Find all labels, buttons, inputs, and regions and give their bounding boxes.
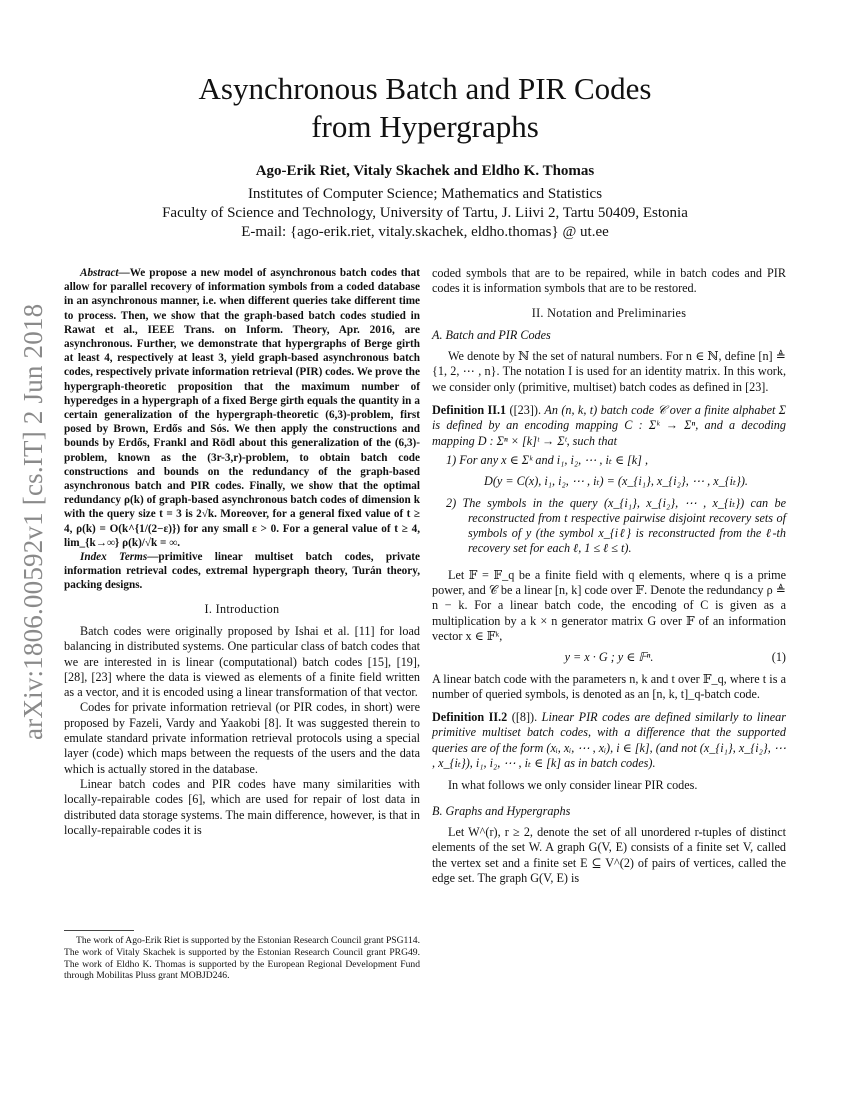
intro-paragraph-3: Linear batch codes and PIR codes have many similarities with locally-repairable codes [6], which are used for repair of lost data in distributed data storage systems. The main difference, however, is that in locally-repairable codes it is [64, 776, 420, 837]
abstract [64, 266, 420, 550]
decoding-equation: D(y = C(x), i₁, i₂, ⋯ , iₜ) = (x_{i₁}, x_{i₂}, ⋯ , x_{iₜ}). [484, 474, 748, 489]
funding-footnote: The work of Ago-Erik Riet is supported by the Estonian Research Council grant PSG114. The work of Vitaly Skachek is supported by the Estonian Research Council grant PRG49. The work of Eldho K. Thomas is supported by the European Regional Development Fund through Mobilitas Pluss grant MOBJD246. [64, 935, 420, 982]
paper-title [0, 70, 850, 146]
subsection-graphs-heading: B. Graphs and Hypergraphs [432, 803, 571, 818]
subsection-batch-pir-heading: A. Batch and PIR Codes [432, 327, 551, 342]
definition-ii-2-ref: ([8]). [507, 710, 542, 725]
affiliation-faculty: Faculty of Science and Technology, University of Tartu, J. Liivi 2, Tartu 50409, Estonia [162, 205, 688, 221]
definition-ii-2-text: Linear PIR codes are defined similarly to linear primitive multiset batch codes, with a difference that the supported queries are of the form (xᵢ, xᵢ, ⋯ , xᵢ), i ∈ [k], (and not (x_{i₁}, x_{i₂}, ⋯ , x_{iₜ}), i₁, i₂, ⋯ , iₜ ∈ [k] as in batch codes). [432, 710, 787, 771]
equation-1-body: y = x · G ; y ∈ 𝔽ⁿ. [564, 650, 654, 665]
equation-1 [432, 650, 786, 665]
index-terms [64, 550, 420, 593]
definition-ii-1-ref: ([23]). [506, 403, 545, 418]
notation-paragraph: We denote by ℕ the set of natural numbers. For n ∈ ℕ, define [n] ≜ {1, 2, ⋯ , n}. The notation I is used for an identity matrix. In this work, we consider only (primitive, multiset) batch codes as defined in [23]. [432, 349, 786, 394]
left-column [64, 266, 420, 838]
definition-ii-1-conditions [446, 453, 786, 557]
finite-field-paragraph: Let 𝔽 = 𝔽_q be a finite field with q elements, where q is a prime power, and 𝒞 be a linear [n, k] code over 𝔽. Denote the redundancy ρ ≜ n − k. For a linear batch code, the encoding of C is given as a multiplication by a k × n generator matrix G over 𝔽 of an information vector x ∈ 𝔽ᵏ, [432, 567, 786, 643]
definition-ii-2 [432, 710, 786, 771]
definition-ii-2-label: Definition II.2 [432, 710, 508, 725]
condition-1: 1) For any x ∈ Σᵏ and i₁, i₂, ⋯ , iₜ ∈ [k] , [446, 452, 648, 467]
abstract-label: Abstract [80, 267, 119, 279]
condition-2: 2) The symbols in the query (x_{i₁}, x_{i₂}, ⋯ , x_{iₜ}) can be reconstructed from t respective pairwise disjoint recovery sets of symbols of y (the symbol x_{iℓ} is reconstructed from the ℓ-th recovery set for each ℓ, 1 ≤ ℓ ≤ t). [446, 495, 786, 556]
section-introduction-heading: I. Introduction [204, 601, 280, 616]
section-notation-heading: II. Notation and Preliminaries [531, 305, 687, 320]
linear-batch-code-paragraph: A linear batch code with the parameters n, k and t over 𝔽_q, where t is a number of queried symbols, is denoted as an [n, k, t]_q-batch code. [432, 671, 786, 701]
intro-paragraph-1: Batch codes were originally proposed by Ishai et al. [11] for load balancing in distributed systems. One particular class of batch codes that we are interested in is linear (computational) batch codes [15], [19], [28], [23] where the data is viewed as elements of a finite field written as a vector, and it is encoded using a linear transformation of that vector. [64, 623, 420, 700]
affiliation-institutes: Institutes of Computer Science; Mathematics and Statistics [247, 186, 603, 202]
footnote-rule [64, 930, 134, 931]
definition-ii-1-label: Definition II.1 [432, 403, 507, 418]
right-column [432, 266, 786, 886]
arxiv-identifier: arXiv:1806.00592v1 [cs.IT] 2 Jun 2018 [18, 303, 48, 740]
equation-1-number: (1) [771, 650, 786, 665]
title-line-1: Asynchronous Batch and PIR Codes [198, 71, 652, 106]
title-line-2: from Hypergraphs [311, 109, 539, 144]
graphs-paragraph: Let W^(r), r ≥ 2, denote the set of all unordered r-tuples of distinct elements of the set W. A graph G(V, E) consists of a finite set V, called the vertex set and a finite set E ⊆ V^(2) of pairs of vertices, called the edge set. The graph G(V, E) is [432, 824, 786, 885]
abstract-text: —We propose a new model of asynchronous batch codes that allow for parallel recovery of information symbols from a coded database in an asynchronous manner, i.e. when different queries take different time to process. Then, we show that the graph-based batch codes studied in Rawat et al., IEEE Trans. on Inform. Theory, Apr. 2016, are asynchronous. Further, we demonstrate that hypergraphs of Berge girth at least 4, respectively at least 3, yield graph-based asynchronous batch codes, respectively private information retrieval (PIR) codes. We prove the hypergraph-theoretic proposition that the maximum number of hyperedges in a hypergraph of a fixed Berge girth equals the quantity in a certain generalization of the hypergraph-theoretic (6,3)-problem, first posed by Brown, Erdős and Sós. We then apply the constructions and bounds by Erdős, Frankl and Rödl about this generalization of the (6,3)-problem, known as the (3r-3,r)-problem, to obtain batch code constructions and bounds on the redundancy of the graph-based asynchronous batch and PIR codes. Finally, we show that the optimal redundancy ρ(k) of graph-based asynchronous batch codes of dimension k with the query size t = 3 is 2√k. Moreover, for a general fixed value of t ≥ 4, ρ(k) = O(k^{1/(2−ε)}) for any small ε > 0. For a general value of t ≥ 4, lim_{k→∞} ρ(k)/√k = ∞. [64, 267, 420, 549]
definition-ii-1 [432, 403, 786, 557]
index-terms-text: —primitive linear multiset batch codes, private information retrieval codes, extremal hypergraph theory, Turán theory, packing designs. [64, 551, 420, 592]
pir-only-paragraph: In what follows we only consider linear PIR codes. [448, 778, 698, 793]
author-emails: E-mail: {ago-erik.riet, vitaly.skachek, eldho.thomas} @ ut.ee [241, 224, 609, 240]
continued-paragraph: coded symbols that are to be repaired, while in batch codes and PIR codes it is information symbols that are to be restored. [432, 266, 786, 296]
index-terms-label: Index Terms [80, 551, 148, 564]
author-list: Ago-Erik Riet, Vitaly Skachek and Eldho K. Thomas [255, 163, 595, 179]
intro-paragraph-2: Codes for private information retrieval (or PIR codes, in short) were proposed by Fazeli, Vardy and Yaakobi [8]. It was suggested therein to emulate standard private information retrieval protocols using a special layer (code) which maps between the requests of the users and the data which is actually stored in the database. [64, 700, 420, 776]
definition-ii-1-text: An (n, k, t) batch code 𝒞 over a finite alphabet Σ is defined by an encoding mapping C : Σᵏ → Σⁿ, and a decoding mapping D : Σⁿ × [k]ᵗ → Σᵗ, such that [432, 403, 786, 448]
